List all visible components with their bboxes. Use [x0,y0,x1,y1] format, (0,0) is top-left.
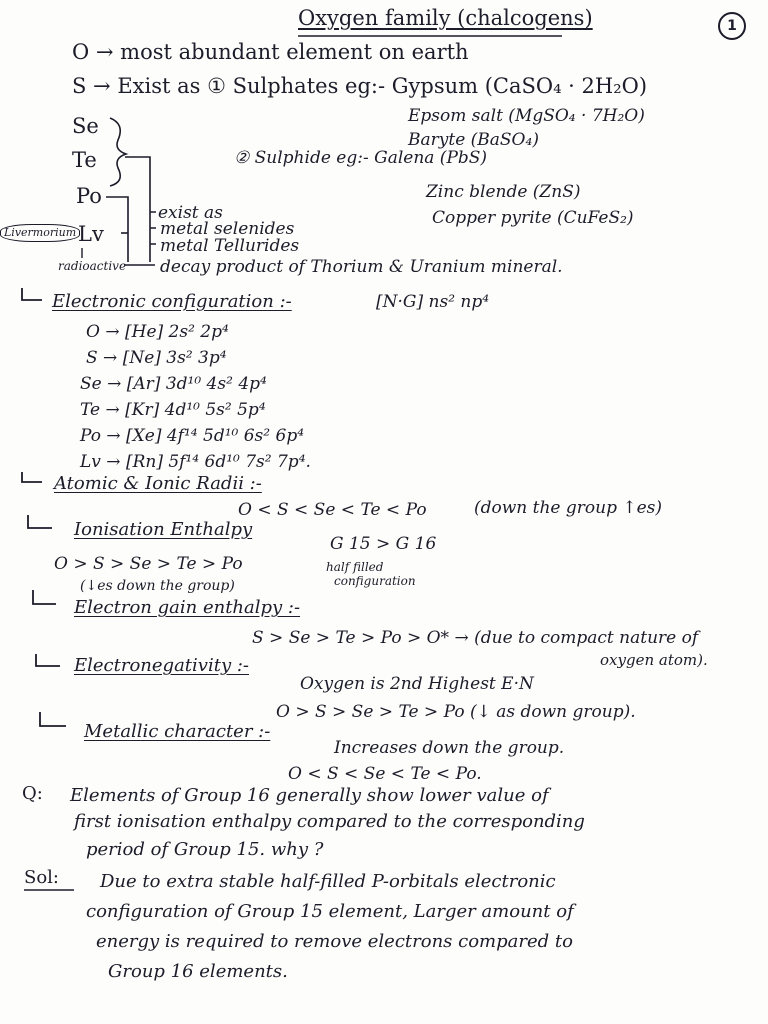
question-text: Elements of Group 16 generally show lower value of [70,785,549,806]
ionisation-order: O > S > Se > Te > Po [54,554,243,574]
solution-text: configuration of Group 15 element, Larger amount of [86,901,574,922]
general-config: [N·G] ns² np⁴ [376,292,490,312]
group-compare: G 15 > G 16 [330,534,437,554]
page-title: Oxygen family (chalcogens) [298,6,593,30]
config-row: Te → [Kr] 4d¹⁰ 5s² 5p⁴ [80,400,266,420]
solution-text: Group 16 elements. [108,961,288,982]
solution-text: Due to extra stable half-filled P-orbitals electronic [100,871,556,892]
ionisation-note: (↓es down the group) [80,578,235,594]
question-label: Q: [22,783,43,804]
config-row: Lv → [Rn] 5f¹⁴ 6d¹⁰ 7s² 7p⁴. [80,452,311,472]
radioactive-label: radioactive [58,259,127,273]
atomic-radii-heading: Atomic & Ionic Radii :- [54,473,262,494]
config-row: Po → [Xe] 4f¹⁴ 5d¹⁰ 6s² 6p⁴ [80,426,305,446]
radii-note: (down the group ↑es) [474,498,663,518]
tellurium-symbol: Te [72,148,97,172]
exist-as-label: exist as [158,203,223,223]
decay-product-line: decay product of Thorium & Uranium mineral. [160,257,563,277]
sulphur-line: S → Exist as ① Sulphates eg:- Gypsum (CaSO₄ · 2H₂O) [72,74,648,98]
electronegativity-heading: Electronegativity :- [74,655,249,676]
configuration-note: configuration [334,574,416,588]
config-row: Se → [Ar] 3d¹⁰ 4s² 4p⁴ [80,374,267,394]
page-number-badge: 1 [718,12,746,40]
electron-gain-heading: Electron gain enthalpy :- [74,597,301,618]
half-filled-note: half filled [326,560,384,574]
livermorium-symbol: Lv [78,222,104,246]
zinc-blende: Zinc blende (ZnS) [426,182,581,202]
metallic-order: O < S < Se < Te < Po. [288,764,482,784]
config-row: O → [He] 2s² 2p⁴ [86,322,229,342]
radii-order: O < S < Se < Te < Po [238,500,427,520]
epsom-salt: Epsom salt (MgSO₄ · 7H₂O) [408,106,645,126]
solution-text: energy is required to remove electrons compared to [96,931,573,952]
polonium-symbol: Po [76,184,102,208]
question-text: first ionisation enthalpy compared to the corresponding [74,811,585,832]
electron-gain-order: S > Se > Te > Po > O* → (due to compact nature of [252,628,699,648]
ionisation-heading: Ionisation Enthalpy [74,519,253,540]
livermorium-label: Livermorium [0,224,80,242]
oxygen-line: O → most abundant element on earth [72,40,469,64]
electronic-config-heading: Electronic configuration :- [52,291,292,312]
metal-tellurides: metal Tellurides [160,236,300,256]
question-text: period of Group 15. why ? [86,839,324,860]
solution-label: Sol: [24,867,59,888]
baryte: Baryte (BaSO₄) [408,130,539,150]
sulphide-line: ② Sulphide eg:- Galena (PbS) [234,148,488,168]
electronegativity-order: O > S > Se > Te > Po (↓ as down group). [276,702,636,722]
metal-selenides: metal selenides [160,219,295,239]
electron-gain-note: oxygen atom). [600,651,708,669]
electronegativity-line: Oxygen is 2nd Highest E·N [300,674,534,694]
config-row: S → [Ne] 3s² 3p⁴ [86,348,227,368]
selenium-symbol: Se [72,114,99,138]
metallic-heading: Metallic character :- [84,721,271,742]
copper-pyrite: Copper pyrite (CuFeS₂) [432,208,634,228]
metallic-trend: Increases down the group. [334,738,565,758]
